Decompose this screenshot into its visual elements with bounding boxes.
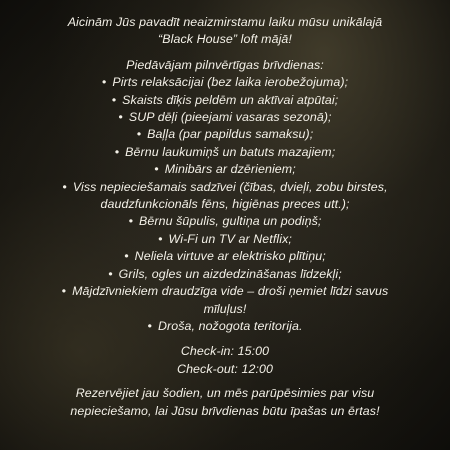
bullet-icon: • [154, 162, 159, 177]
intro-text [0, 14, 450, 49]
bullet-icon: • [158, 231, 163, 246]
amenity-item [0, 318, 450, 335]
amenity-item [0, 126, 450, 143]
amenity-text: Bērnu šūpulis, gultiņa un podiņš; [139, 214, 322, 229]
bullet-icon: • [128, 214, 134, 229]
amenity-item [0, 109, 450, 126]
amenity-text: Pirts relaksācijai (bez laika ierobežojuma); [112, 75, 349, 90]
amenity-text: Baļļa (par papildus samaksu); [147, 127, 314, 142]
amenity-item [0, 283, 450, 318]
amenity-text: Bērnu laukumiņš un batuts mazajiem; [125, 144, 336, 159]
checkout-text: Check-out: 12:00 [177, 361, 273, 376]
amenity-text: Mājdzīvniekiem draudzīga vide – droši ņemiet līdzi savus [72, 284, 389, 299]
bullet-icon: • [124, 249, 129, 264]
amenity-item [0, 92, 450, 109]
closing-text [0, 385, 450, 420]
amenity-item [0, 248, 450, 265]
bullet-icon: • [108, 266, 113, 281]
intro-line-1: Aicinām Jūs pavadīt neaizmirstamu laiku mūsu unikālajā [67, 15, 383, 29]
amenity-text: mīluļus! [203, 301, 247, 316]
amenity-text: Minibārs ar dzērieniem; [164, 162, 296, 177]
amenity-text: daudzfunkcionāls fēns, higiēnas preces utt.); [100, 197, 350, 212]
closing-line-2: nepieciešamo, lai Jūsu brīvdienas būtu īpašas un ērtas! [70, 403, 380, 418]
bullet-icon: • [136, 127, 142, 142]
offer-heading: Piedāvājam pilnvērtīgas brīvdienas: [126, 57, 324, 72]
amenity-item [0, 213, 450, 230]
amenity-text: Viss nepieciešamais sadzīvei (čības, dvieļi, zobu birstes, [72, 179, 388, 194]
amenity-item [0, 231, 450, 248]
checkin-text: Check-in: 15:00 [180, 344, 270, 359]
amenity-list [0, 74, 450, 335]
amenity-text: Neliela virtuve ar elektrisko plītiņu; [134, 249, 326, 264]
amenity-item [0, 74, 450, 91]
closing-line-1: Rezervējiet jau šodien, un mēs parūpēsimies par visu [75, 386, 375, 401]
bullet-icon: • [111, 92, 117, 107]
amenity-text: SUP dēļi (pieejami vasaras sezonā); [128, 110, 332, 125]
amenity-text: Droša, nožogota teritorija. [157, 318, 303, 333]
amenity-item [0, 144, 450, 161]
amenity-item [0, 161, 450, 178]
amenity-item [0, 179, 450, 214]
bullet-icon: • [61, 284, 67, 299]
amenity-item [0, 266, 450, 283]
amenity-text: Grils, ogles un aizdedzināšanas līdzekļi; [118, 266, 342, 281]
bullet-icon: • [147, 318, 152, 333]
intro-line-2: “Black House” loft mājā! [158, 32, 292, 47]
amenity-text: Wi-Fi un TV ar Netflix; [168, 231, 292, 246]
poster-text [0, 14, 450, 420]
bullet-icon: • [101, 75, 107, 90]
bullet-icon: • [62, 179, 67, 194]
amenity-text: Skaists dīķis peldēm un aktīvai atpūtai; [122, 92, 339, 107]
bullet-icon: • [118, 110, 123, 125]
bullet-icon: • [114, 144, 120, 159]
